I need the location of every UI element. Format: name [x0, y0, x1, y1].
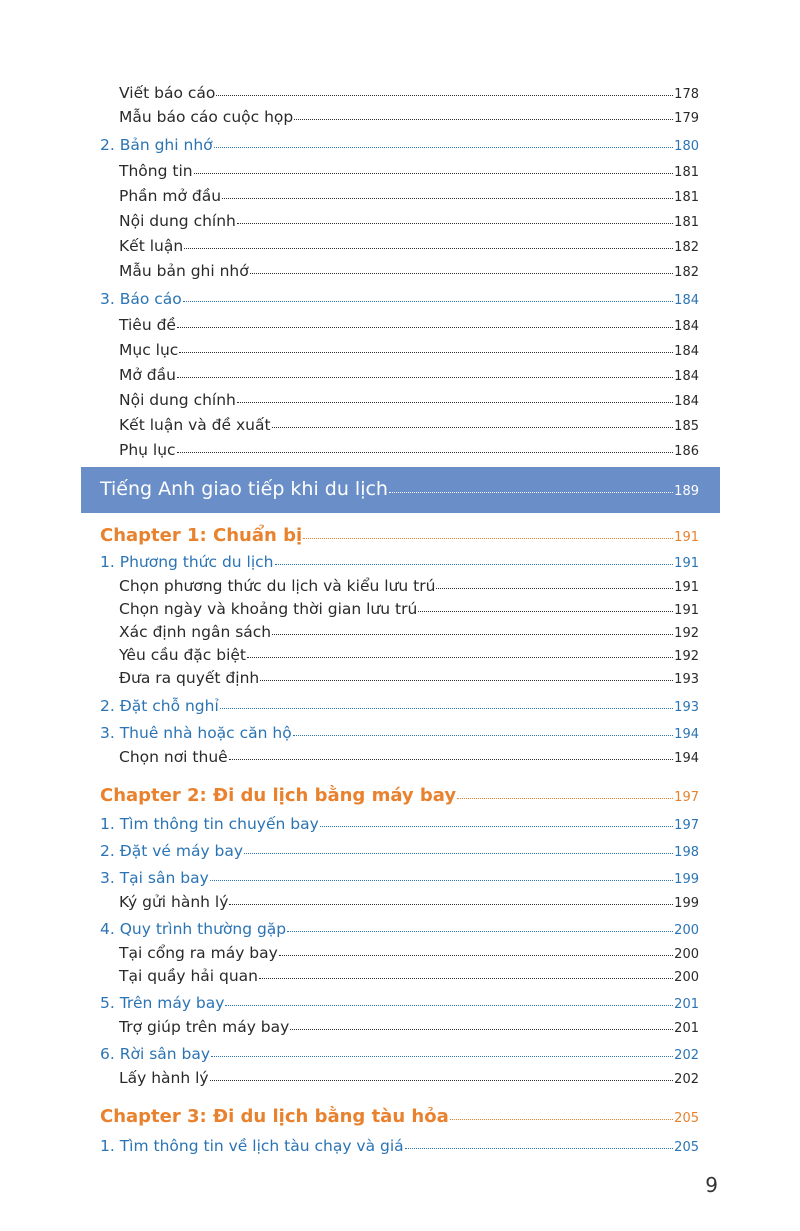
toc-entry[interactable] — [119, 164, 699, 180]
dot-leader — [260, 680, 673, 681]
dot-leader — [184, 248, 673, 249]
chapter-title: Chapter 2: Đi du lịch bằng máy bay — [100, 785, 457, 806]
toc-chapter-2[interactable] — [100, 787, 699, 805]
toc-entry-label: Phụ lục — [119, 441, 176, 459]
part-banner-page: 189 — [674, 484, 699, 499]
toc-entry[interactable] — [119, 239, 699, 255]
dot-leader — [177, 452, 674, 453]
dot-leader — [194, 173, 674, 174]
toc-section-page: 184 — [674, 293, 699, 308]
dot-leader — [247, 657, 673, 658]
dot-leader — [183, 301, 673, 302]
toc-entry-label: Kết luận — [119, 237, 184, 255]
toc-entry-label: Chọn ngày và khoảng thời gian lưu trú — [119, 600, 418, 618]
dot-leader — [237, 402, 673, 403]
toc-entry[interactable] — [119, 750, 699, 766]
dot-leader — [259, 978, 673, 979]
toc-section[interactable] — [100, 555, 699, 571]
toc-entry[interactable] — [119, 969, 699, 985]
toc-entry-label: Xác định ngân sách — [119, 623, 272, 641]
toc-section[interactable] — [100, 1139, 699, 1155]
dot-leader — [225, 1005, 673, 1006]
toc-entry-page: 178 — [674, 87, 699, 102]
toc-section[interactable] — [100, 817, 699, 833]
toc-section[interactable] — [100, 292, 699, 308]
toc-entry-page: 181 — [674, 215, 699, 230]
toc-entry[interactable] — [119, 579, 699, 595]
toc-section-label: 2. Bản ghi nhớ — [100, 136, 213, 154]
toc-section-page: 180 — [674, 139, 699, 154]
toc-section-label: 2. Đặt chỗ nghỉ — [100, 697, 219, 715]
toc-entry-page: 199 — [674, 896, 699, 911]
toc-section-label: 6. Rời sân bay — [100, 1045, 211, 1063]
toc-entry-page: 192 — [674, 626, 699, 641]
toc-section[interactable] — [100, 871, 699, 887]
dot-leader — [216, 95, 673, 96]
part-banner-title: Tiếng Anh giao tiếp khi du lịch — [100, 478, 388, 500]
toc-entry-page: 191 — [674, 603, 699, 618]
toc-entry[interactable] — [119, 602, 699, 618]
dot-leader — [220, 708, 673, 709]
dot-leader — [250, 273, 673, 274]
toc-entry-page: 193 — [674, 672, 699, 687]
page-number: 9 — [705, 1173, 718, 1197]
dot-leader — [272, 634, 673, 635]
toc-section-label: 3. Tại sân bay — [100, 869, 209, 887]
toc-entry[interactable] — [119, 368, 699, 384]
toc-entry[interactable] — [119, 343, 699, 359]
dot-leader — [457, 798, 673, 799]
toc-entry-label: Nội dung chính — [119, 391, 236, 409]
dot-leader — [290, 1029, 673, 1030]
toc-entry[interactable] — [119, 214, 699, 230]
dot-leader — [214, 147, 674, 148]
toc-entry-page: 185 — [674, 419, 699, 434]
dot-leader — [222, 198, 673, 199]
dot-leader — [211, 1056, 673, 1057]
toc-entry-page: 201 — [674, 1021, 699, 1036]
toc-entry-label: Mở đầu — [119, 366, 176, 384]
toc-entry-page: 186 — [674, 444, 699, 459]
toc-section[interactable] — [100, 996, 699, 1012]
dot-leader — [177, 377, 673, 378]
toc-section[interactable] — [100, 726, 699, 742]
toc-section-page: 205 — [674, 1140, 699, 1155]
toc-entry[interactable] — [119, 1020, 699, 1036]
toc-entry[interactable] — [119, 418, 699, 434]
toc-entry[interactable] — [119, 946, 699, 962]
toc-entry-label: Mục lục — [119, 341, 179, 359]
toc-entry-label: Mẫu báo cáo cuộc họp — [119, 108, 294, 126]
toc-entry-page: 184 — [674, 369, 699, 384]
toc-entry[interactable] — [119, 110, 699, 126]
dot-leader — [450, 1119, 673, 1120]
chapter-title: Chapter 3: Đi du lịch bằng tàu hỏa — [100, 1106, 449, 1127]
dot-leader — [405, 1148, 674, 1149]
toc-entry-page: 182 — [674, 265, 699, 280]
toc-section-page: 199 — [674, 872, 699, 887]
dot-leader — [210, 880, 673, 881]
toc-section-label: 1. Tìm thông tin về lịch tàu chạy và giá — [100, 1137, 404, 1155]
toc-section[interactable] — [100, 1047, 699, 1063]
toc-section-label: 4. Quy trình thường gặp — [100, 920, 287, 938]
dot-leader — [244, 853, 673, 854]
toc-entry[interactable] — [119, 1071, 699, 1087]
toc-entry[interactable] — [119, 625, 699, 641]
toc-entry-page: 179 — [674, 111, 699, 126]
toc-section-page: 202 — [674, 1048, 699, 1063]
chapter-page: 191 — [674, 530, 699, 545]
toc-section-label: 1. Tìm thông tin chuyến bay — [100, 815, 319, 833]
toc-section-page: 198 — [674, 845, 699, 860]
dot-leader — [293, 735, 673, 736]
toc-entry-page: 191 — [674, 580, 699, 595]
toc-entry[interactable] — [119, 393, 699, 409]
toc-entry-label: Lấy hành lý — [119, 1069, 209, 1087]
toc-entry-page: 184 — [674, 319, 699, 334]
dot-leader — [418, 611, 673, 612]
toc-entry[interactable] — [119, 264, 699, 280]
dot-leader — [303, 538, 673, 539]
toc-entry-page: 194 — [674, 751, 699, 766]
dot-leader — [320, 826, 673, 827]
dot-leader — [436, 588, 673, 589]
toc-section-page: 200 — [674, 923, 699, 938]
dot-leader — [229, 759, 673, 760]
toc-section[interactable] — [100, 138, 699, 154]
toc-entry[interactable] — [119, 318, 699, 334]
dot-leader — [389, 492, 673, 493]
toc-entry[interactable] — [119, 86, 699, 102]
toc-entry[interactable] — [119, 895, 699, 911]
toc-section-label: 2. Đặt vé máy bay — [100, 842, 244, 860]
part-banner-entry[interactable] — [100, 480, 699, 499]
toc-entry-label: Phần mở đầu — [119, 187, 222, 205]
toc-entry-label: Chọn nơi thuê — [119, 748, 228, 766]
toc-entry-page: 200 — [674, 970, 699, 985]
toc-section-label: 1. Phương thức du lịch — [100, 553, 274, 571]
toc-entry-page: 181 — [674, 165, 699, 180]
toc-entry-page: 182 — [674, 240, 699, 255]
toc-entry[interactable] — [119, 671, 699, 687]
toc-section-page: 194 — [674, 727, 699, 742]
dot-leader — [287, 931, 673, 932]
toc-chapter-3[interactable] — [100, 1108, 699, 1126]
dot-leader — [177, 327, 673, 328]
toc-section-page: 191 — [674, 556, 699, 571]
toc-entry-page: 202 — [674, 1072, 699, 1087]
dot-leader — [210, 1080, 674, 1081]
toc-entry[interactable] — [119, 443, 699, 459]
toc-entry-label: Nội dung chính — [119, 212, 236, 230]
chapter-page: 205 — [674, 1111, 699, 1126]
toc-section[interactable] — [100, 844, 699, 860]
toc-entry-page: 181 — [674, 190, 699, 205]
toc-chapter-1[interactable] — [100, 527, 699, 545]
toc-entry-label: Viết báo cáo — [119, 84, 216, 102]
toc-entry-label: Chọn phương thức du lịch và kiểu lưu trú — [119, 577, 436, 595]
toc-entry[interactable] — [119, 189, 699, 205]
toc-entry-label: Tiêu đề — [119, 316, 176, 334]
toc-entry-label: Yêu cầu đặc biệt — [119, 646, 247, 664]
toc-section-label: 5. Trên máy bay — [100, 994, 225, 1012]
toc-section-page: 193 — [674, 700, 699, 715]
toc-section[interactable] — [100, 699, 699, 715]
toc-section-page: 201 — [674, 997, 699, 1012]
dot-leader — [179, 352, 673, 353]
dot-leader — [237, 223, 673, 224]
toc-entry-label: Tại quầy hải quan — [119, 967, 259, 985]
dot-leader — [294, 119, 673, 120]
chapter-title: Chapter 1: Chuẩn bị — [100, 525, 303, 546]
chapter-page: 197 — [674, 790, 699, 805]
toc-entry-label: Thông tin — [119, 162, 193, 180]
toc-entry-page: 192 — [674, 649, 699, 664]
toc-section-label: 3. Báo cáo — [100, 290, 182, 308]
toc-entry-page: 184 — [674, 394, 699, 409]
dot-leader — [229, 904, 673, 905]
dot-leader — [275, 564, 674, 565]
toc-section[interactable] — [100, 922, 699, 938]
toc-entry-page: 200 — [674, 947, 699, 962]
toc-section-label: 3. Thuê nhà hoặc căn hộ — [100, 724, 292, 742]
toc-entry-label: Trợ giúp trên máy bay — [119, 1018, 290, 1036]
toc-entry-page: 184 — [674, 344, 699, 359]
toc-entry-label: Kết luận và đề xuất — [119, 416, 271, 434]
toc-entry-label: Đưa ra quyết định — [119, 669, 260, 687]
toc-entry-label: Mẫu bản ghi nhớ — [119, 262, 249, 280]
toc-entry[interactable] — [119, 648, 699, 664]
toc-section-page: 197 — [674, 818, 699, 833]
toc-entry-label: Tại cổng ra máy bay — [119, 944, 278, 962]
toc-entry-label: Ký gửi hành lý — [119, 893, 229, 911]
dot-leader — [272, 427, 674, 428]
dot-leader — [279, 955, 673, 956]
